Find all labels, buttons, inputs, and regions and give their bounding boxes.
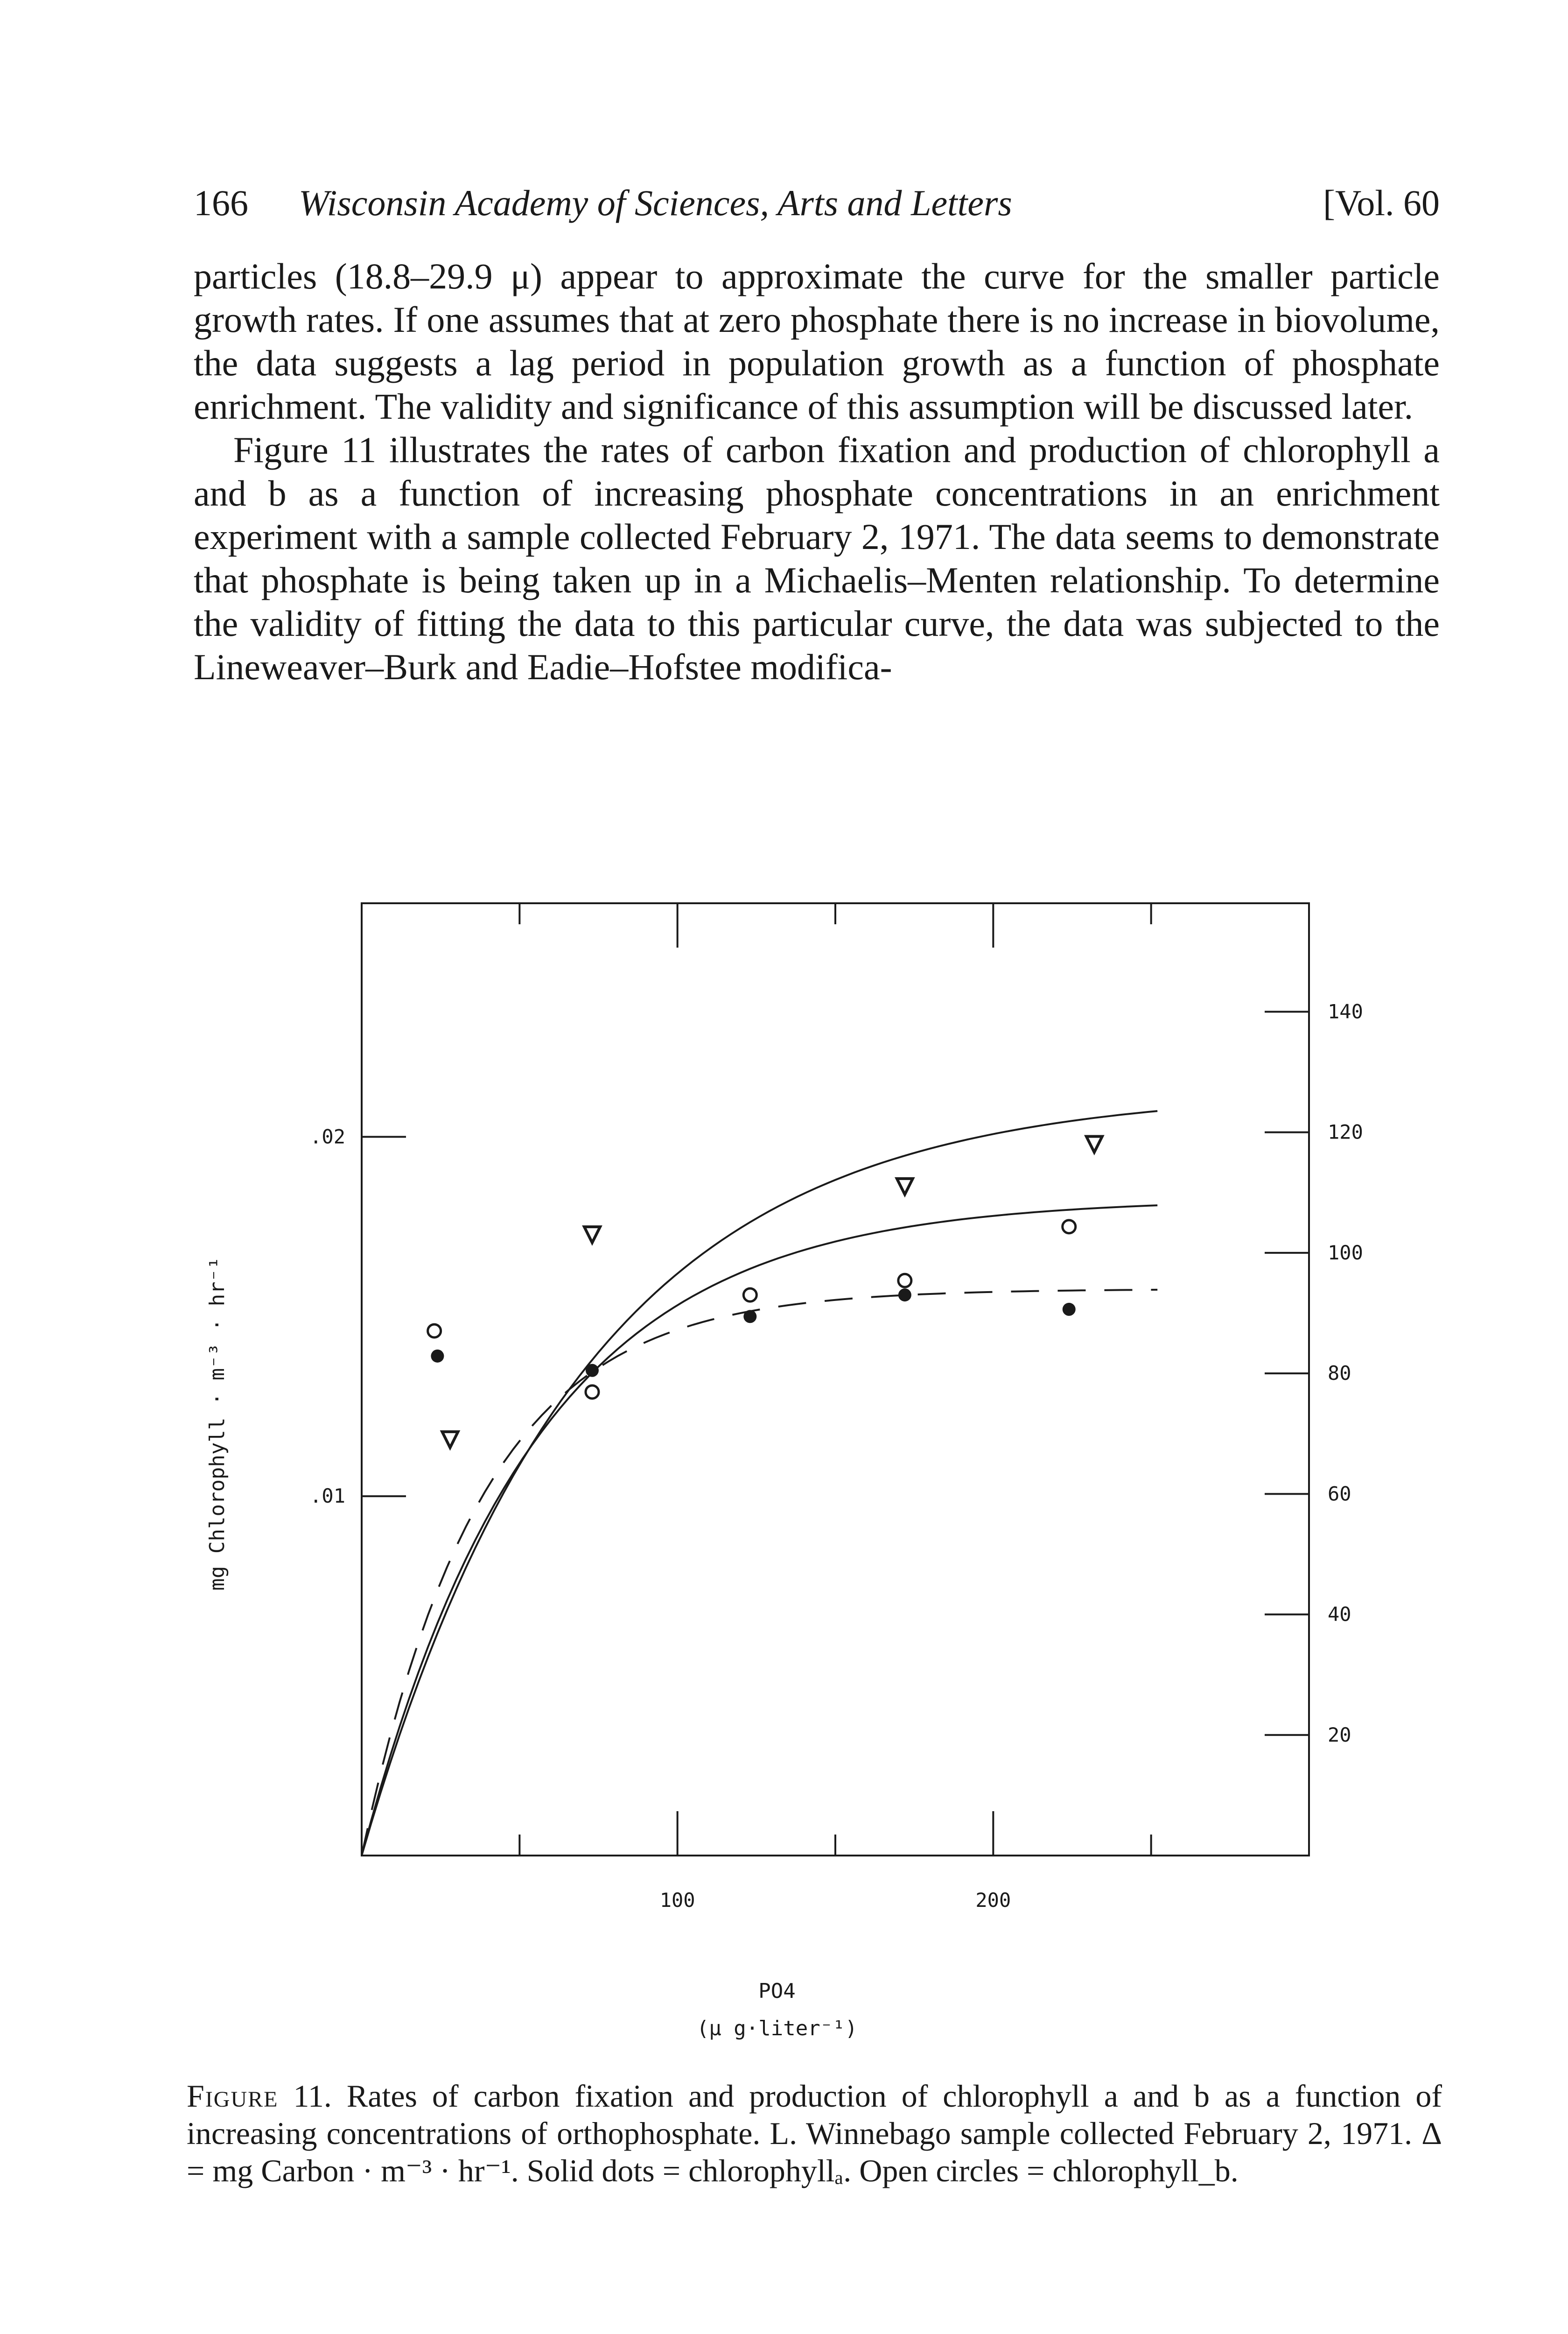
caption-label: Figure <box>187 2078 279 2114</box>
figure-caption <box>187 2077 1442 2189</box>
triangle-marker <box>442 1432 458 1448</box>
open-circle-marker <box>428 1324 441 1337</box>
filled-circle-marker <box>898 1288 911 1301</box>
caption-number: 11. <box>293 2078 332 2114</box>
filled-circle-marker <box>1063 1303 1076 1316</box>
paragraph-1: particles (18.8–29.9 μ) appear to approximate the curve for the smaller particle growth rates. If one assumes that at zero phosphate there is no increase in biovolume, the data suggests a lag period in population growth as a function of phosphate enrichment. The validity and significance of this assumption will be discussed later. <box>194 256 1440 427</box>
caption-text: Rates of carbon fixation and production of chlorophyll a and b as a function of increasing concentrations of orthophosphate. L. Winnebago sample collected February 2, 1971. Δ = mg Carbon · m⁻³ · hr⁻¹. Solid dots = chlorophyllₐ. Open circles = chlorophyll_b. <box>187 2078 1442 2188</box>
left-tick-label: .01 <box>310 1484 345 1508</box>
right-tick-label: 80 <box>1328 1362 1351 1385</box>
open-circle-marker <box>1063 1220 1076 1233</box>
right-tick-label: 20 <box>1328 1723 1351 1746</box>
x-axis-label-line2: (μ g·liter⁻¹) <box>696 2017 858 2040</box>
journal-title: Wisconsin Academy of Sciences, Arts and Letters <box>299 183 1012 223</box>
axis-ticks <box>310 903 1363 1912</box>
filled-circle-marker <box>743 1310 756 1323</box>
right-tick-label: 40 <box>1328 1603 1351 1626</box>
fitted-curve-dashed <box>362 1290 1157 1856</box>
triangle-marker <box>897 1179 913 1195</box>
triangle-marker <box>584 1227 600 1243</box>
filled-circle-marker <box>431 1350 444 1363</box>
running-header <box>194 175 1440 231</box>
volume-label: [Vol. 60 <box>1323 183 1440 223</box>
x-tick-label: 200 <box>975 1889 1011 1912</box>
fitted-curve-solid <box>362 1111 1157 1856</box>
paragraph-2: Figure 11 illustrates the rates of carbon fixation and production of chlorophyll a and b as a function of increasing phosphate concentrations in an enrichment experiment with a sample collected February 2, 1971. The data seems to demonstrate that phosphate is being taken up in a Michaelis–Menten relationship. To determine the validity of fitting the data to this particular curve, the data was subjected to the Lineweaver–Burk and Eadie–Hofstee modifica- <box>194 429 1440 687</box>
x-axis-label-line1: PO4 <box>758 1979 796 2003</box>
chart-plot <box>163 882 1470 2077</box>
page-number: 166 <box>194 183 248 223</box>
fitted-curve-solid <box>362 1205 1157 1856</box>
left-tick-label: .02 <box>310 1125 345 1148</box>
right-tick-label: 100 <box>1328 1241 1363 1264</box>
right-tick-label: 140 <box>1328 1000 1363 1023</box>
filled-circle-marker <box>586 1364 599 1377</box>
right-tick-label: 120 <box>1328 1120 1363 1144</box>
open-circle-marker <box>743 1288 756 1301</box>
fitted-curves <box>362 1111 1157 1856</box>
open-circle-marker <box>898 1274 911 1287</box>
right-tick-label: 60 <box>1328 1482 1351 1505</box>
data-points <box>428 1136 1102 1448</box>
figure-11 <box>163 882 1470 2077</box>
triangle-marker <box>1086 1136 1102 1152</box>
left-axis-label: mg Chlorophyll · m⁻³ · hr⁻¹ <box>205 1257 229 1591</box>
plot-border <box>362 903 1309 1856</box>
plot-frame <box>362 903 1309 1856</box>
body-text <box>194 254 1440 689</box>
x-tick-label: 100 <box>659 1889 695 1912</box>
open-circle-marker <box>586 1385 599 1399</box>
